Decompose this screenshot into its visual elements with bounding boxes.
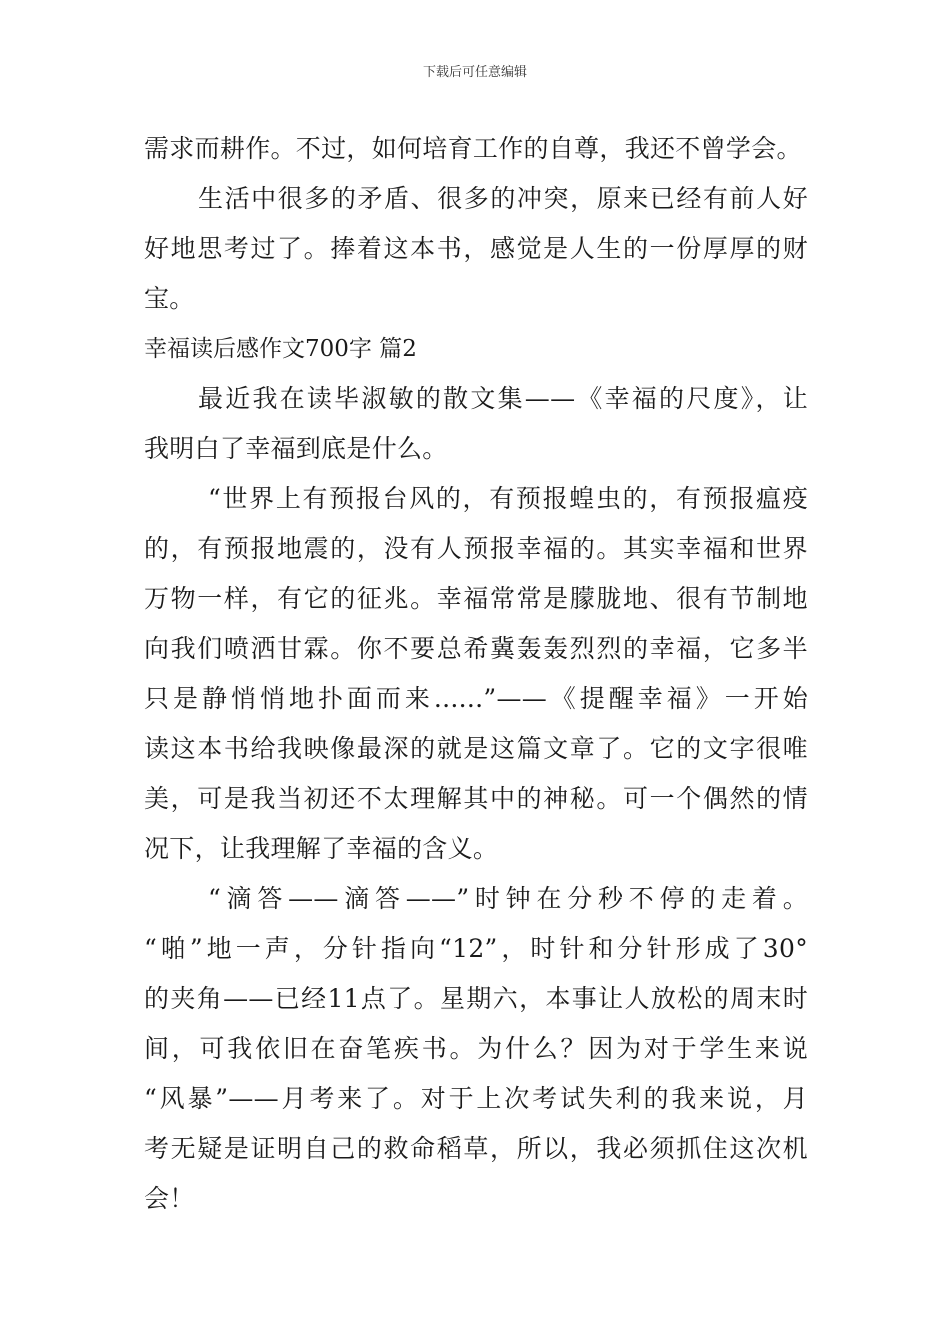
text-line: 宝。 — [144, 284, 195, 313]
text-line: 考无疑是证明自己的救命稻草，所以，我必须抓住这次机 — [144, 1134, 808, 1163]
text-line: 我明白了幸福到底是什么。 — [144, 434, 448, 463]
text-line: 向我们喷洒甘霖。你不要总希冀轰轰烈烈的幸福，它多半 — [144, 634, 808, 663]
text-line: 万物一样，有它的征兆。幸福常常是朦胧地、很有节制地 — [144, 584, 808, 613]
text-line: 只是静悄悄地扑面而来......”——《提醒幸福》一开始 — [144, 684, 808, 713]
text-line: 况下，让我理解了幸福的含义。 — [144, 834, 499, 863]
text-line: 好地思考过了。捧着这本书，感觉是人生的一份厚厚的财 — [144, 234, 808, 263]
text-line: “风暴”——月考来了。对于上次考试失利的我来说，月 — [144, 1084, 808, 1113]
text-line: 需求而耕作。不过，如何培育工作的自尊，我还不曾学会。 — [144, 134, 802, 163]
text-line: “啪”地一声，分针指向“12”，时针和分针形成了30° — [144, 934, 808, 963]
section-heading: 幸福读后感作文700字 篇2 — [144, 336, 417, 362]
text-line: 的，有预报地震的，没有人预报幸福的。其实幸福和世界 — [144, 534, 808, 563]
page-header: 下载后可任意编辑 — [422, 65, 527, 80]
text-line: 美，可是我当初还不太理解其中的神秘。可一个偶然的情 — [144, 784, 808, 813]
text-line: 生活中很多的矛盾、很多的冲突，原来已经有前人好 — [198, 184, 808, 213]
text-line: 会！ — [144, 1184, 195, 1213]
text-line: 的夹角——已经11点了。星期六，本事让人放松的周末时 — [144, 984, 808, 1013]
text-line: “滴答——滴答——”时钟在分秒不停的走着。 — [208, 884, 808, 913]
text-line: 读这本书给我映像最深的就是这篇文章了。它的文字很唯 — [144, 734, 808, 763]
text-line: “世界上有预报台风的，有预报蝗虫的，有预报瘟疫 — [208, 484, 808, 513]
text-line: 最近我在读毕淑敏的散文集——《幸福的尺度》，让 — [198, 384, 808, 413]
document-body — [144, 124, 808, 1224]
text-line: 间，可我依旧在奋笔疾书。为什么？因为对于学生来说 — [144, 1034, 808, 1063]
